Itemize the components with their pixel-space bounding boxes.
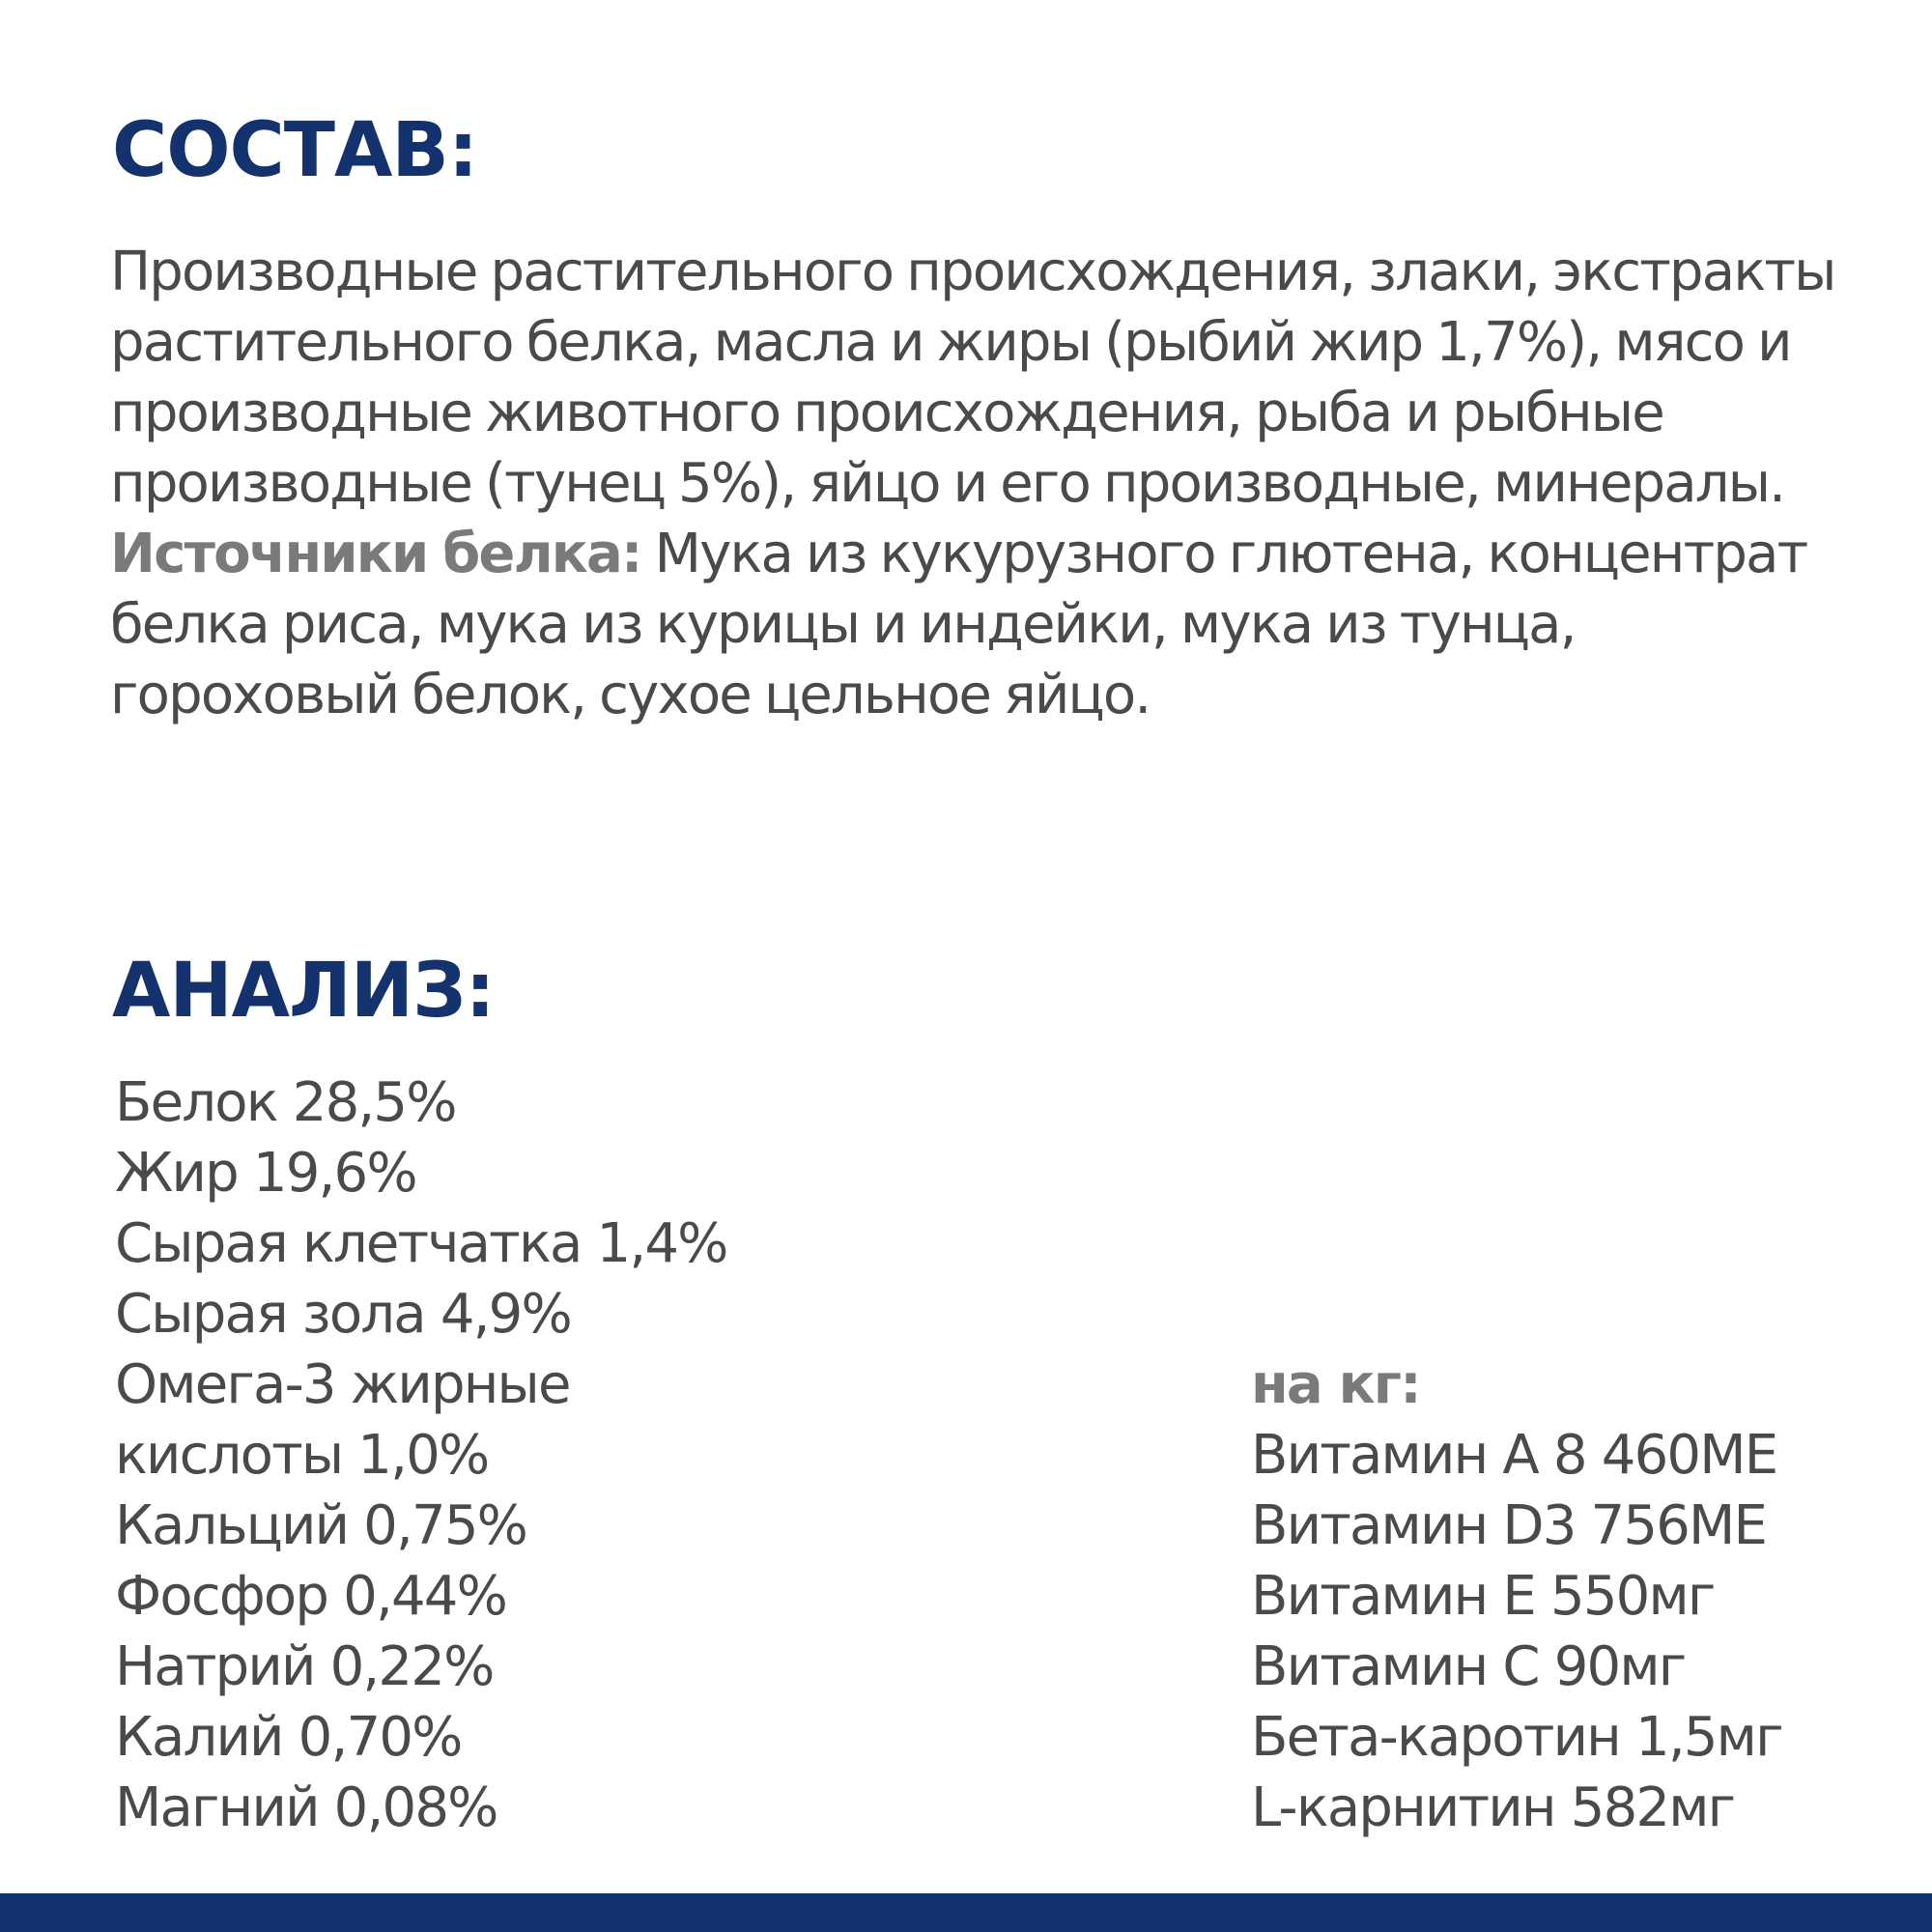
analysis-item: Натрий 0,22% <box>115 1635 494 1698</box>
protein-sources-text: Мука из кукурузного глютена, концентрат белка риса, мука из курицы и индейки, мука из тунца, гороховый белок, сухое цельное яйцо. <box>110 523 1807 726</box>
analysis-item: Кальций 0,75% <box>115 1494 527 1557</box>
analysis-item: Магний 0,08% <box>115 1776 497 1839</box>
analysis-item: Сырая зола 4,9% <box>115 1283 571 1346</box>
vitamin-item: Витамин С 90мг <box>1251 1635 1686 1698</box>
vitamin-item: Витамин А 8 460МЕ <box>1251 1424 1777 1487</box>
vitamin-item: L-карнитин 582мг <box>1251 1776 1735 1839</box>
analysis-item: Сырая клетчатка 1,4% <box>115 1212 727 1275</box>
vitamin-item: Бета-каротин 1,5мг <box>1251 1706 1782 1769</box>
composition-body <box>110 237 1859 730</box>
per-kg-label: на кг: <box>1251 1353 1420 1416</box>
vitamin-item: Витамин Е 550мг <box>1251 1565 1715 1628</box>
bottom-bar <box>0 1893 1932 1932</box>
analysis-item: Омега-3 жирные <box>115 1353 570 1416</box>
protein-sources-label: Источники белка: <box>110 523 641 585</box>
analysis-item: Фосфор 0,44% <box>115 1565 507 1628</box>
ingredients-text: Производные растительного происхождения, злаки, экстракты растительного белка, масла и жиры (рыбий жир 1,7%), мясо и производные животного происхождения, рыба и рыбные производные (тунец 5%), яйцо и его производные, минералы. <box>110 241 1835 515</box>
analysis-item: Жир 19,6% <box>115 1142 416 1205</box>
per-kg-section <box>1251 1350 1782 1843</box>
protein-sources <box>110 519 1859 730</box>
analysis-item: Белок 28,5% <box>115 1071 456 1134</box>
analysis-heading: АНАЛИЗ: <box>112 948 495 1035</box>
analysis-list <box>115 1067 727 1843</box>
composition-heading: СОСТАВ: <box>112 107 478 194</box>
analysis-item: кислоты 1,0% <box>115 1424 489 1487</box>
analysis-item: Калий 0,70% <box>115 1706 462 1769</box>
vitamin-item: Витамин D3 756МЕ <box>1251 1494 1767 1557</box>
vitamin-list <box>1251 1420 1782 1843</box>
